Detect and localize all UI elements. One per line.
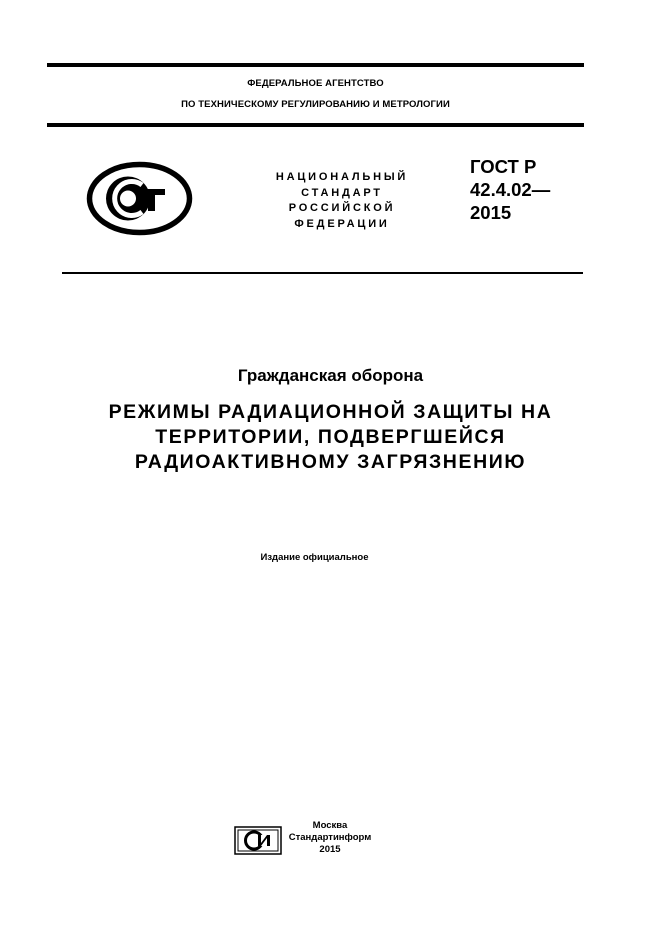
- top-rule: [47, 63, 584, 67]
- publisher-year: 2015: [319, 844, 341, 855]
- national-standard-line-1: НАЦИОНАЛЬНЫЙ: [275, 171, 409, 183]
- document-title: [40, 400, 621, 475]
- standartinform-logo-icon: [234, 826, 282, 855]
- agency-line-1: ФЕДЕРАЛЬНОЕ АГЕНТСТВО: [247, 78, 384, 89]
- national-standard-label: [254, 170, 430, 232]
- national-standard-line-3: РОССИЙСКОЙ: [288, 202, 396, 214]
- divider-rule: [62, 272, 583, 274]
- agency-line-2: ПО ТЕХНИЧЕСКОМУ РЕГУЛИРОВАНИЮ И МЕТРОЛОГИИ: [181, 99, 450, 110]
- title-line-2: ТЕРРИТОРИИ, ПОДВЕРГШЕЙСЯ: [155, 426, 506, 448]
- header-rule: [47, 123, 584, 127]
- designation-line-3: 2015: [470, 202, 512, 223]
- publisher-block: [284, 820, 376, 856]
- gost-r-emblem-icon: [86, 161, 193, 236]
- standard-designation: [470, 155, 550, 224]
- agency-header: [47, 73, 584, 115]
- national-standard-line-2: СТАНДАРТ: [301, 186, 383, 199]
- title-line-1: РЕЖИМЫ РАДИАЦИОННОЙ ЗАЩИТЫ НА: [108, 401, 553, 423]
- national-standard-line-4: ФЕДЕРАЦИИ: [294, 217, 390, 230]
- edition-label: Издание официальное: [260, 552, 369, 563]
- document-series: Гражданская оборона: [237, 366, 424, 385]
- designation-line-2: 42.4.02—: [470, 179, 551, 200]
- publisher-name: Стандартинформ: [288, 832, 372, 843]
- publisher-city: Москва: [312, 820, 348, 831]
- title-line-3: РАДИОАКТИВНОМУ ЗАГРЯЗНЕНИЮ: [134, 451, 527, 473]
- designation-line-1: ГОСТ Р: [470, 156, 537, 177]
